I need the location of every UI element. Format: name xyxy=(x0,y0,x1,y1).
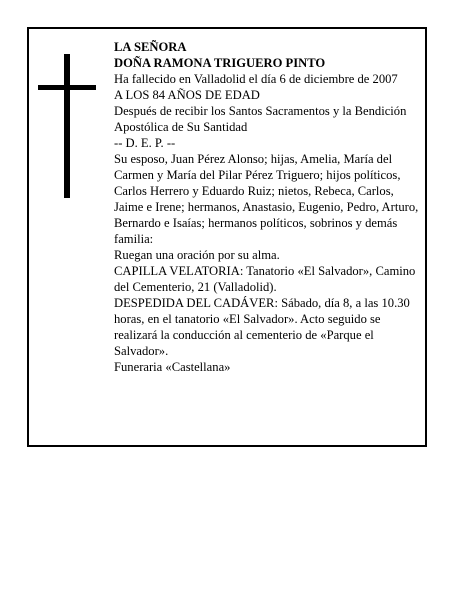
funeral-home: Funeraria «Castellana» xyxy=(114,360,231,374)
sacraments-line: Después de recibir los Santos Sacramentos y la Bendición Apostólica de Su Santidad xyxy=(114,104,407,134)
cross-icon xyxy=(38,54,96,198)
farewell-info: DESPEDIDA DEL CADÁVER: Sábado, día 8, a las 10.30 horas, en el tanatorio «El Salvador». Acto seguido se realizará la conducción al cementerio de «Parque el Salvador». xyxy=(114,296,410,358)
age-line: A LOS 84 AÑOS DE EDAD xyxy=(114,88,260,102)
cross-horizontal-bar xyxy=(38,85,96,90)
cross-vertical-bar xyxy=(64,54,70,198)
family-list: Su esposo, Juan Pérez Alonso; hijas, Amelia, María del Carmen y María del Pilar Pérez Triguero; hijos políticos, Carlos Herrero y Eduardo Ruiz; nietos, Rebeca, Carlos, Jaime e Irene; hermanos, Anastasio, Eugenio, Pedro, Arturo, Bernardo e Isaías; hermanos políticos, sobrinos y demás familia: xyxy=(114,152,419,246)
prayer-line: Ruegan una oración por su alma. xyxy=(114,248,280,262)
dep-line: -- D. E. P. -- xyxy=(114,136,176,150)
chapel-info: CAPILLA VELATORIA: Tanatorio «El Salvador», Camino del Cementerio, 21 (Valladolid). xyxy=(114,264,416,294)
death-notice: Ha fallecido en Valladolid el día 6 de diciembre de 2007 xyxy=(114,72,398,86)
deceased-name: DOÑA RAMONA TRIGUERO PINTO xyxy=(114,56,326,70)
notice-title: LA SEÑORA xyxy=(114,40,187,54)
obituary-text xyxy=(114,39,422,375)
